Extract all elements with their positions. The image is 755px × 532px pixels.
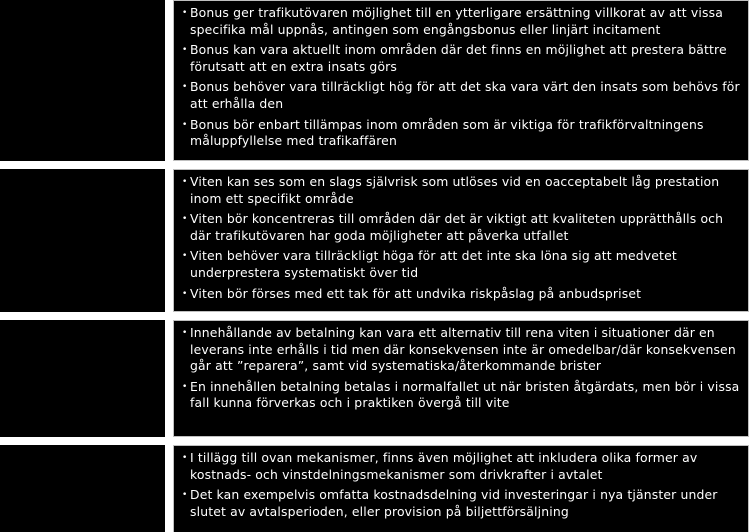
section-label-cell (0, 0, 165, 161)
section-innehallande (0, 320, 755, 437)
section-label-cell (0, 445, 165, 532)
bullet-item: • Bonus ger trafikutövaren möjlighet till en ytterligare ersättning villkorat av att vissa specifika mål uppnås, antingen som engångsbonus eller linjärt incitament (182, 5, 742, 38)
section-label-cell (0, 169, 165, 312)
bullet-item: • Det kan exempelvis omfatta kostnadsdelning vid investeringar i nya tjänster under slutet av avtalsperioden, eller provision på biljettförsäljning (182, 487, 742, 520)
section-content-cell (173, 169, 749, 312)
bullet-item: • Viten behöver vara tillräckligt höga för att det inte ska löna sig att medvetet underprestera systematiskt över tid (182, 248, 742, 281)
section-content-cell (173, 320, 749, 437)
bullet-item: • Innehållande av betalning kan vara ett alternativ till rena viten i situationer där en leverans inte erhålls i tid men där konsekvensen inte är omedelbar/där konsekvensen går att ”reparera”, samt vid systematiska/återkommande brister (182, 325, 742, 375)
bullet-list (182, 5, 742, 150)
section-label-cell (0, 320, 165, 437)
bullet-list (182, 325, 742, 412)
bullet-list (182, 450, 742, 520)
bullet-item: • Viten bör förses med ett tak för att undvika riskpåslag på anbudspriset (182, 286, 742, 303)
section-content-cell (173, 0, 749, 161)
section-viten (0, 169, 755, 312)
bullet-item: • Bonus behöver vara tillräckligt hög för att det ska vara värt den insats som behövs för att erhålla den (182, 79, 742, 112)
bullet-item: • En innehållen betalning betalas i normalfallet ut när bristen åtgärdats, men bör i vissa fall kunna förverkas och i praktiken övergå till vite (182, 379, 742, 412)
section-ovriga-mekanismer (0, 445, 755, 532)
section-bonus (0, 0, 755, 161)
bullet-item: • I tillägg till ovan mekanismer, finns även möjlighet att inkludera olika former av kostnads- och vinstdelningsmekanismer som drivkrafter i avtalet (182, 450, 742, 483)
bullet-list (182, 174, 742, 302)
bullet-item: • Bonus kan vara aktuellt inom områden där det finns en möjlighet att prestera bättre förutsatt att en extra insats görs (182, 42, 742, 75)
bullet-item: • Viten kan ses som en slags självrisk som utlöses vid en oacceptabelt låg prestation inom ett specifikt område (182, 174, 742, 207)
bullet-item: • Viten bör koncentreras till områden där det är viktigt att kvaliteten upprätthålls och där trafikutövaren har goda möjligheter att påverka utfallet (182, 211, 742, 244)
bullet-item: • Bonus bör enbart tillämpas inom områden som är viktiga för trafikförvaltningens måluppfyllelse med trafikaffären (182, 117, 742, 150)
section-content-cell (173, 445, 749, 532)
